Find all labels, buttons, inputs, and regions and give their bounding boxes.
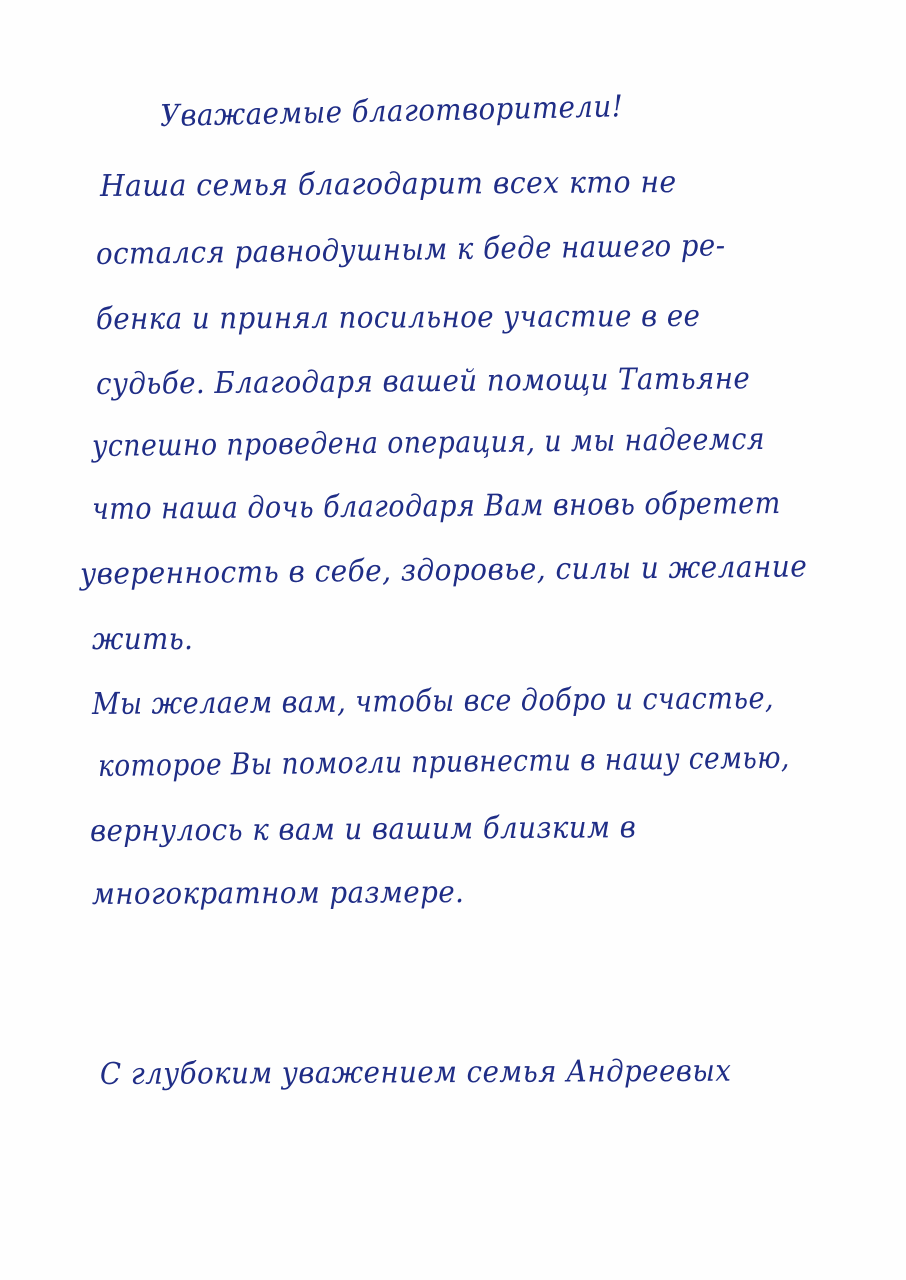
letter-line: успешно проведена операция, и мы надеемся bbox=[91, 421, 766, 464]
letter-greeting: Уважаемые благотворители! bbox=[159, 89, 624, 134]
letter-line: Мы желаем вам, чтобы все добро и счастье, bbox=[91, 681, 775, 722]
letter-line: уверенность в себе, здоровье, силы и желание bbox=[79, 549, 808, 592]
letter-line: жить. bbox=[92, 622, 194, 657]
letter-line: бенка и принял посильное участие в ее bbox=[95, 298, 701, 337]
letter-line: Наша семья благодарит всех кто не bbox=[99, 164, 677, 204]
letter-line: многократном размере. bbox=[91, 875, 465, 912]
letter-line: которое Вы помогли привнести в нашу семью, bbox=[97, 740, 790, 784]
letter-line: остался равнодушным к беде нашего ре- bbox=[95, 228, 726, 272]
letter-closing: С глубоким уважением семья Андреевых bbox=[99, 1053, 732, 1092]
letter-line: судьбе. Благодаря вашей помощи Татьяне bbox=[95, 361, 751, 402]
letter-line: вернулось к вам и вашим близким в bbox=[89, 810, 637, 849]
letter-line: что наша дочь благодаря Вам вновь обретет bbox=[91, 485, 781, 527]
